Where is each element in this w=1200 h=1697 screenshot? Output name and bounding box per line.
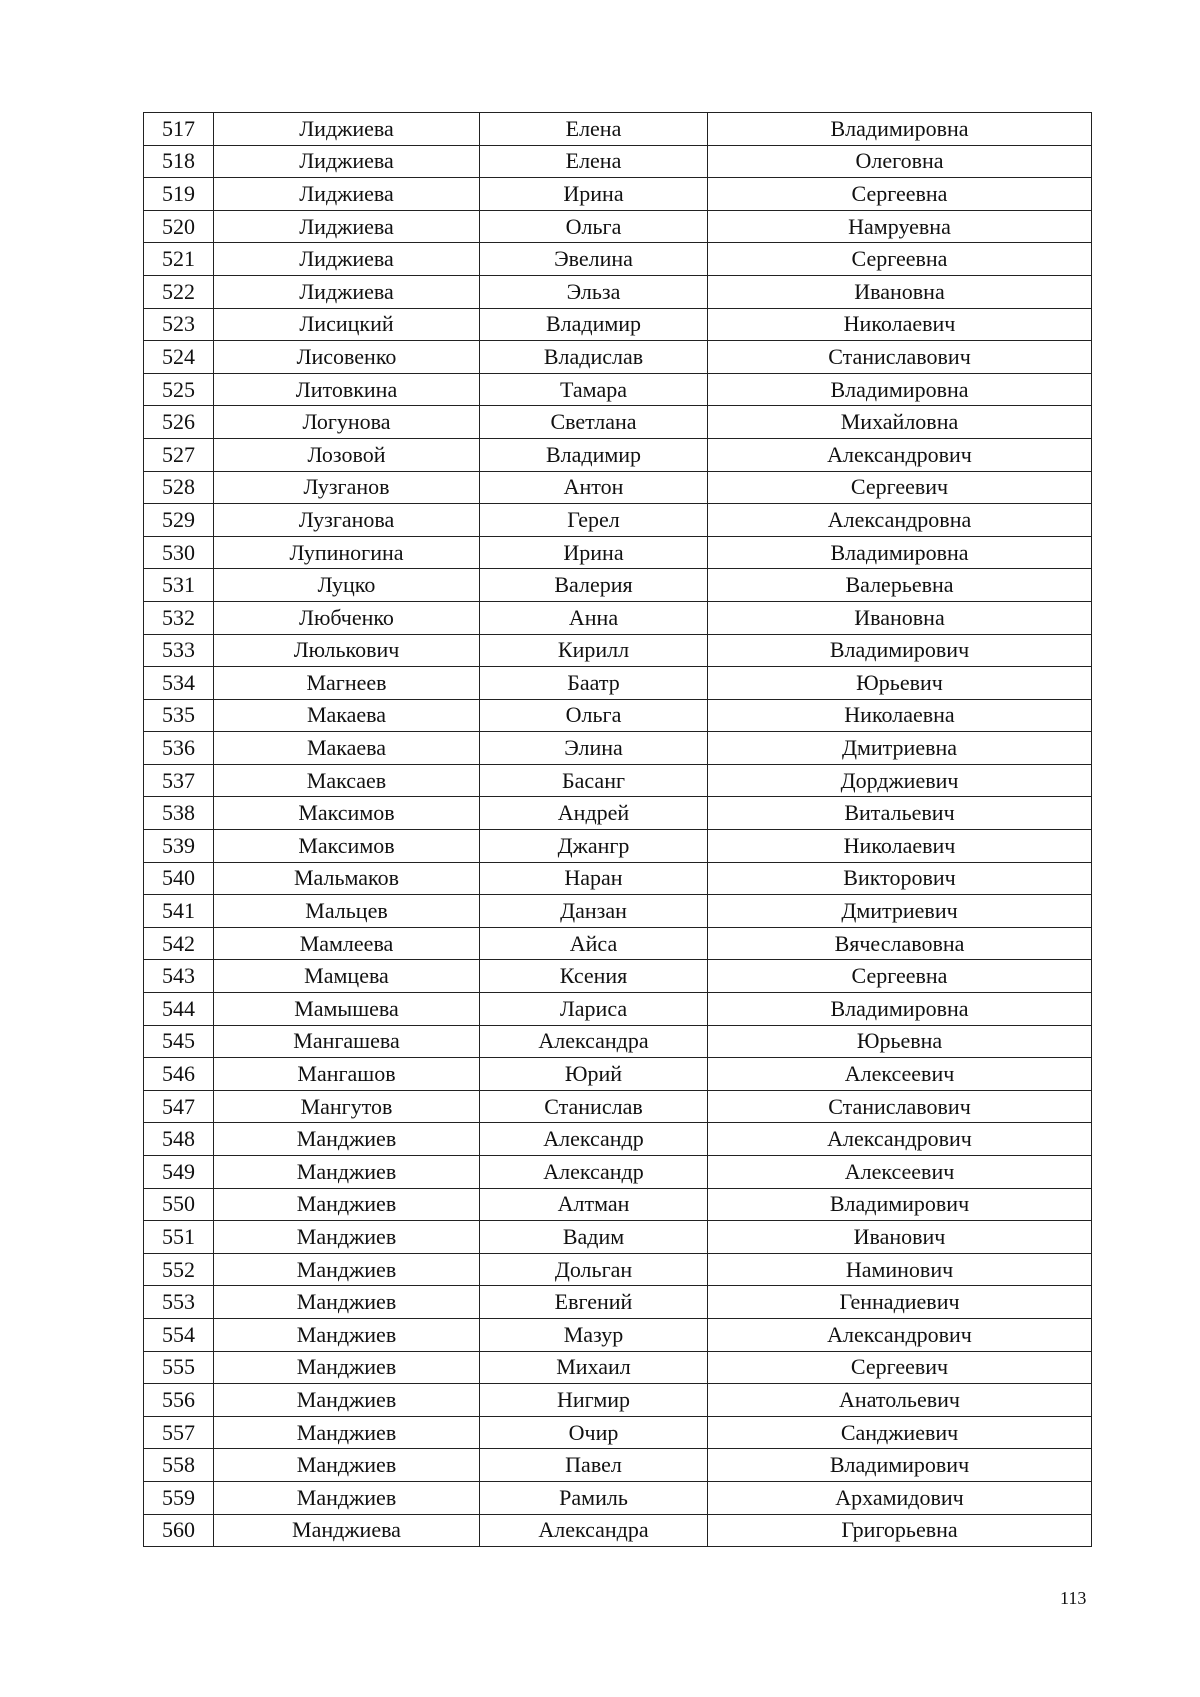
- row-number-cell: 538: [144, 797, 214, 830]
- patronymic-cell: Дорджиевич: [708, 764, 1092, 797]
- first-name-cell: Ольга: [480, 699, 708, 732]
- last-name-cell: Максаев: [214, 764, 480, 797]
- table-row: [144, 210, 1092, 243]
- last-name-cell: Манджиев: [214, 1188, 480, 1221]
- table-row: [144, 862, 1092, 895]
- row-number-cell: 546: [144, 1058, 214, 1091]
- row-number-cell: 545: [144, 1025, 214, 1058]
- first-name-cell: Елена: [480, 145, 708, 178]
- patronymic-cell: Юрьевич: [708, 667, 1092, 700]
- patronymic-cell: Николаевич: [708, 830, 1092, 863]
- row-number-cell: 559: [144, 1481, 214, 1514]
- row-number-cell: 521: [144, 243, 214, 276]
- last-name-cell: Манджиев: [214, 1286, 480, 1319]
- table-row: [144, 1090, 1092, 1123]
- first-name-cell: Валерия: [480, 569, 708, 602]
- first-name-cell: Очир: [480, 1416, 708, 1449]
- last-name-cell: Литовкина: [214, 373, 480, 406]
- last-name-cell: Луцко: [214, 569, 480, 602]
- patronymic-cell: Владимировна: [708, 373, 1092, 406]
- table-row: [144, 732, 1092, 765]
- row-number-cell: 523: [144, 308, 214, 341]
- table-row: [144, 1318, 1092, 1351]
- table-row: [144, 341, 1092, 374]
- patronymic-cell: Вячеславовна: [708, 927, 1092, 960]
- row-number-cell: 536: [144, 732, 214, 765]
- first-name-cell: Вадим: [480, 1221, 708, 1254]
- row-number-cell: 540: [144, 862, 214, 895]
- first-name-cell: Павел: [480, 1449, 708, 1482]
- table-row: [144, 1514, 1092, 1547]
- last-name-cell: Логунова: [214, 406, 480, 439]
- first-name-cell: Лариса: [480, 993, 708, 1026]
- last-name-cell: Лисовенко: [214, 341, 480, 374]
- row-number-cell: 543: [144, 960, 214, 993]
- row-number-cell: 527: [144, 438, 214, 471]
- first-name-cell: Александр: [480, 1123, 708, 1156]
- first-name-cell: Кирилл: [480, 634, 708, 667]
- table-row: [144, 438, 1092, 471]
- last-name-cell: Манджиев: [214, 1123, 480, 1156]
- patronymic-cell: Сергеевна: [708, 243, 1092, 276]
- last-name-cell: Любченко: [214, 601, 480, 634]
- row-number-cell: 532: [144, 601, 214, 634]
- row-number-cell: 547: [144, 1090, 214, 1123]
- last-name-cell: Лиджиева: [214, 243, 480, 276]
- first-name-cell: Ольга: [480, 210, 708, 243]
- patronymic-cell: Намруевна: [708, 210, 1092, 243]
- table-row: [144, 1188, 1092, 1221]
- table-row: [144, 406, 1092, 439]
- table-row: [144, 243, 1092, 276]
- table-row: [144, 1384, 1092, 1417]
- patronymic-cell: Николаевна: [708, 699, 1092, 732]
- table-row: [144, 1286, 1092, 1319]
- first-name-cell: Ирина: [480, 178, 708, 211]
- patronymic-cell: Сергеевич: [708, 1351, 1092, 1384]
- first-name-cell: Александра: [480, 1025, 708, 1058]
- table-row: [144, 960, 1092, 993]
- first-name-cell: Андрей: [480, 797, 708, 830]
- first-name-cell: Наран: [480, 862, 708, 895]
- last-name-cell: Лисицкий: [214, 308, 480, 341]
- patronymic-cell: Сергеевна: [708, 960, 1092, 993]
- patronymic-cell: Иванович: [708, 1221, 1092, 1254]
- patronymic-cell: Дмитриевна: [708, 732, 1092, 765]
- row-number-cell: 529: [144, 504, 214, 537]
- patronymic-cell: Олеговна: [708, 145, 1092, 178]
- row-number-cell: 551: [144, 1221, 214, 1254]
- table-row: [144, 275, 1092, 308]
- last-name-cell: Манджиев: [214, 1156, 480, 1189]
- row-number-cell: 525: [144, 373, 214, 406]
- row-number-cell: 535: [144, 699, 214, 732]
- patronymic-cell: Михайловна: [708, 406, 1092, 439]
- first-name-cell: Антон: [480, 471, 708, 504]
- table-row: [144, 504, 1092, 537]
- first-name-cell: Эвелина: [480, 243, 708, 276]
- first-name-cell: Ирина: [480, 536, 708, 569]
- last-name-cell: Лозовой: [214, 438, 480, 471]
- patronymic-cell: Витальевич: [708, 797, 1092, 830]
- table-row: [144, 764, 1092, 797]
- table-row: [144, 1253, 1092, 1286]
- patronymic-cell: Наминович: [708, 1253, 1092, 1286]
- table-row: [144, 1221, 1092, 1254]
- table-row: [144, 699, 1092, 732]
- last-name-cell: Мангутов: [214, 1090, 480, 1123]
- patronymic-cell: Ивановна: [708, 275, 1092, 308]
- first-name-cell: Михаил: [480, 1351, 708, 1384]
- first-name-cell: Александр: [480, 1156, 708, 1189]
- patronymic-cell: Викторович: [708, 862, 1092, 895]
- last-name-cell: Лузганов: [214, 471, 480, 504]
- first-name-cell: Элина: [480, 732, 708, 765]
- last-name-cell: Манджиев: [214, 1449, 480, 1482]
- last-name-cell: Люлькович: [214, 634, 480, 667]
- last-name-cell: Макаева: [214, 699, 480, 732]
- patronymic-cell: Александрович: [708, 1123, 1092, 1156]
- first-name-cell: Айса: [480, 927, 708, 960]
- row-number-cell: 557: [144, 1416, 214, 1449]
- table-row: [144, 373, 1092, 406]
- patronymic-cell: Владимирович: [708, 634, 1092, 667]
- row-number-cell: 556: [144, 1384, 214, 1417]
- patronymic-cell: Станиславович: [708, 1090, 1092, 1123]
- page-number: 113: [1060, 1588, 1087, 1608]
- last-name-cell: Мангашева: [214, 1025, 480, 1058]
- table-row: [144, 145, 1092, 178]
- patronymic-cell: Санджиевич: [708, 1416, 1092, 1449]
- first-name-cell: Владислав: [480, 341, 708, 374]
- row-number-cell: 517: [144, 113, 214, 146]
- first-name-cell: Станислав: [480, 1090, 708, 1123]
- first-name-cell: Анна: [480, 601, 708, 634]
- row-number-cell: 560: [144, 1514, 214, 1547]
- last-name-cell: Мальцев: [214, 895, 480, 928]
- last-name-cell: Лупиногина: [214, 536, 480, 569]
- first-name-cell: Данзан: [480, 895, 708, 928]
- row-number-cell: 539: [144, 830, 214, 863]
- patronymic-cell: Александрович: [708, 438, 1092, 471]
- patronymic-cell: Валерьевна: [708, 569, 1092, 602]
- first-name-cell: Джангр: [480, 830, 708, 863]
- patronymic-cell: Владимировна: [708, 113, 1092, 146]
- first-name-cell: Александра: [480, 1514, 708, 1547]
- last-name-cell: Максимов: [214, 830, 480, 863]
- first-name-cell: Мазур: [480, 1318, 708, 1351]
- row-number-cell: 552: [144, 1253, 214, 1286]
- first-name-cell: Ксения: [480, 960, 708, 993]
- table-row: [144, 1156, 1092, 1189]
- patronymic-cell: Алексеевич: [708, 1156, 1092, 1189]
- table-row: [144, 1058, 1092, 1091]
- last-name-cell: Макаева: [214, 732, 480, 765]
- row-number-cell: 558: [144, 1449, 214, 1482]
- patronymic-cell: Александрович: [708, 1318, 1092, 1351]
- roster-table: [143, 112, 1092, 1547]
- table-row: [144, 797, 1092, 830]
- patronymic-cell: Владимирович: [708, 1188, 1092, 1221]
- table-row: [144, 308, 1092, 341]
- first-name-cell: Юрий: [480, 1058, 708, 1091]
- last-name-cell: Лиджиева: [214, 275, 480, 308]
- table-row: [144, 1481, 1092, 1514]
- table-row: [144, 1449, 1092, 1482]
- last-name-cell: Манджиев: [214, 1481, 480, 1514]
- row-number-cell: 537: [144, 764, 214, 797]
- last-name-cell: Манджиев: [214, 1318, 480, 1351]
- first-name-cell: Эльза: [480, 275, 708, 308]
- row-number-cell: 520: [144, 210, 214, 243]
- patronymic-cell: Сергеевич: [708, 471, 1092, 504]
- row-number-cell: 553: [144, 1286, 214, 1319]
- table-row: [144, 895, 1092, 928]
- row-number-cell: 534: [144, 667, 214, 700]
- last-name-cell: Манджиев: [214, 1221, 480, 1254]
- table-row: [144, 601, 1092, 634]
- first-name-cell: Тамара: [480, 373, 708, 406]
- row-number-cell: 554: [144, 1318, 214, 1351]
- last-name-cell: Мамышева: [214, 993, 480, 1026]
- patronymic-cell: Анатольевич: [708, 1384, 1092, 1417]
- patronymic-cell: Владимировна: [708, 993, 1092, 1026]
- patronymic-cell: Григорьевна: [708, 1514, 1092, 1547]
- table-row: [144, 569, 1092, 602]
- row-number-cell: 544: [144, 993, 214, 1026]
- last-name-cell: Лиджиева: [214, 113, 480, 146]
- patronymic-cell: Николаевич: [708, 308, 1092, 341]
- table-row: [144, 1416, 1092, 1449]
- first-name-cell: Рамиль: [480, 1481, 708, 1514]
- first-name-cell: Баатр: [480, 667, 708, 700]
- row-number-cell: 522: [144, 275, 214, 308]
- table-row: [144, 471, 1092, 504]
- row-number-cell: 518: [144, 145, 214, 178]
- last-name-cell: Лиджиева: [214, 145, 480, 178]
- table-row: [144, 1123, 1092, 1156]
- first-name-cell: Светлана: [480, 406, 708, 439]
- first-name-cell: Владимир: [480, 438, 708, 471]
- patronymic-cell: Геннадиевич: [708, 1286, 1092, 1319]
- last-name-cell: Мамцева: [214, 960, 480, 993]
- row-number-cell: 550: [144, 1188, 214, 1221]
- first-name-cell: Нигмир: [480, 1384, 708, 1417]
- row-number-cell: 526: [144, 406, 214, 439]
- roster-table-body: [144, 113, 1092, 1547]
- last-name-cell: Манджиев: [214, 1351, 480, 1384]
- row-number-cell: 531: [144, 569, 214, 602]
- patronymic-cell: Сергеевна: [708, 178, 1092, 211]
- row-number-cell: 542: [144, 927, 214, 960]
- last-name-cell: Мангашов: [214, 1058, 480, 1091]
- table-row: [144, 536, 1092, 569]
- row-number-cell: 528: [144, 471, 214, 504]
- row-number-cell: 524: [144, 341, 214, 374]
- last-name-cell: Лиджиева: [214, 178, 480, 211]
- table-row: [144, 178, 1092, 211]
- first-name-cell: Герел: [480, 504, 708, 537]
- patronymic-cell: Владимирович: [708, 1449, 1092, 1482]
- first-name-cell: Елена: [480, 113, 708, 146]
- last-name-cell: Манджиева: [214, 1514, 480, 1547]
- first-name-cell: Басанг: [480, 764, 708, 797]
- row-number-cell: 549: [144, 1156, 214, 1189]
- table-row: [144, 113, 1092, 146]
- patronymic-cell: Юрьевна: [708, 1025, 1092, 1058]
- first-name-cell: Евгений: [480, 1286, 708, 1319]
- last-name-cell: Манджиев: [214, 1384, 480, 1417]
- row-number-cell: 519: [144, 178, 214, 211]
- table-row: [144, 927, 1092, 960]
- patronymic-cell: Дмитриевич: [708, 895, 1092, 928]
- first-name-cell: Алтман: [480, 1188, 708, 1221]
- table-row: [144, 667, 1092, 700]
- table-row: [144, 634, 1092, 667]
- last-name-cell: Лузганова: [214, 504, 480, 537]
- patronymic-cell: Александровна: [708, 504, 1092, 537]
- table-row: [144, 1025, 1092, 1058]
- row-number-cell: 555: [144, 1351, 214, 1384]
- patronymic-cell: Владимировна: [708, 536, 1092, 569]
- patronymic-cell: Архамидович: [708, 1481, 1092, 1514]
- row-number-cell: 548: [144, 1123, 214, 1156]
- patronymic-cell: Ивановна: [708, 601, 1092, 634]
- last-name-cell: Лиджиева: [214, 210, 480, 243]
- row-number-cell: 533: [144, 634, 214, 667]
- last-name-cell: Мальмаков: [214, 862, 480, 895]
- row-number-cell: 541: [144, 895, 214, 928]
- table-row: [144, 830, 1092, 863]
- last-name-cell: Магнеев: [214, 667, 480, 700]
- row-number-cell: 530: [144, 536, 214, 569]
- first-name-cell: Дольган: [480, 1253, 708, 1286]
- last-name-cell: Максимов: [214, 797, 480, 830]
- last-name-cell: Манджиев: [214, 1253, 480, 1286]
- first-name-cell: Владимир: [480, 308, 708, 341]
- patronymic-cell: Алексеевич: [708, 1058, 1092, 1091]
- last-name-cell: Манджиев: [214, 1416, 480, 1449]
- table-row: [144, 993, 1092, 1026]
- last-name-cell: Мамлеева: [214, 927, 480, 960]
- patronymic-cell: Станиславович: [708, 341, 1092, 374]
- table-row: [144, 1351, 1092, 1384]
